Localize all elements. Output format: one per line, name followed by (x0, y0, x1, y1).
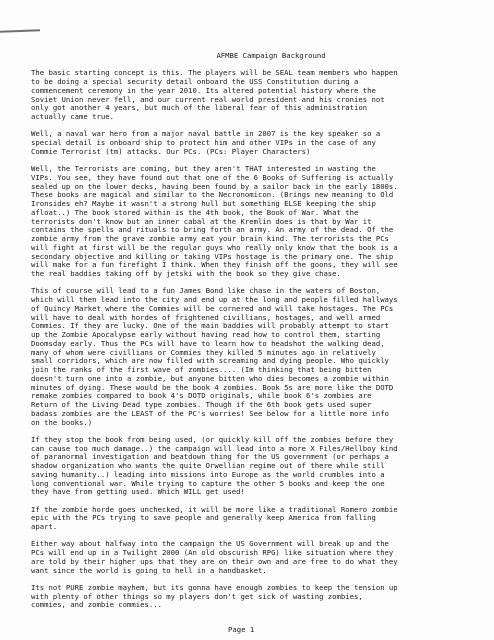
paragraph-terrorists: Well, the Terrorists are coming, but they aren't THAT interested in wasting the VIPs. You see, they have found out that one of the 6 Books of Suffering is actually sealed up on the lower decks, having been found by a sailor back in the early 1800s. These books are magical and similar to the Necronomicon. (Brings new meaning to Old Ironsides eh? Maybe it wasn't a strong hull but something ELSE keeping the ship afloat..) The book stored within is the 4th book, the Book of War. What the terrorists don't know but an inner cabal at the Kremlin does is that by War it contains the spells and rituals to bring forth an army. An army of the dead. Of the zombie army from the grave zombie army eat your brain kind. The terrorists the PCs will fight at first will be the regular guys who really only know that the book is a secondary objective and killing or taking VIPs hostage is the primary one. The ship will make for a fun firefight I think. When they finish off the goons, they will see the real baddies taking off by jetski with the book so they give chase. (31, 164, 398, 278)
paragraph-investigation: If they stop the book from being used, (or quickly kill off the zombies before they can cause too much damage..) the campaign will lead into a more X Files/Hellboy kind of paranormal investigation and beatdown thing for the US government (or perhaps a shadow organization who wants the quite Orwellian regime out of there while still saving humanity..) leading into missions into Europe as the world crumbles into a long conventional war. While trying to capture the other 5 books and keep the one they have from getting used. Which WILL get used! (31, 434, 398, 497)
paragraph-intro: The basic starting concept is this. The players will be SEAL team members who happen to be doing a special security detail onboard the USS Constitution during a commencement ceremony in the year 2010. Its altered potential history where the Soviet Union never fell, and our current real world president and his cronies not only got another 4 years, but much of the liberal fear of this administration actually came true. (31, 68, 398, 121)
paragraph-war-hero: Well, a naval war hero from a major naval battle in 2007 is the key speaker so a special detail is onboard ship to protect him and other VIPs in the case of any Commie Terrorist (tm) attacks. Our PCs. (PCs: Player Characters) (31, 129, 381, 156)
scan-edge-mark (0, 29, 40, 32)
paragraph-mayhem: Its not PURE zombie mayhem, but its gonna have enough zombies to keep the tension up with plenty of other things so my players don't get sick of wasting zombies, commies, and zombie commies... (31, 582, 398, 610)
paragraph-boston-chase: This of course will lead to a fun James Bond like chase in the waters of Boston, which will then lead into the city and end up at the long and people filled hallways of Quincy Market where the Commies will be cornered and will take hostages. The PCs will have to deal with hordes of frightened civillians, hostages, and well armed Commies. If they are lucky. One of the main baddies will probably attempt to start up the Zombie Apocalypse early without having read how to control them, starting Doomsday early. Thus the PCs will have to learn how to headshot the walking dead, many of whom were civillians or Commies they killed 5 minutes ago in relatively small corridors, which are now filled with screaming and dying people. Who quickly join the ranks of the first wave of zombies.... (Im thinking that being bitten doesn't turn one into a zombie, but anyone bitten who dies becomes a zombie within minutes of dying. These would be the book 4 zombies. Book 5s are more like the DOTD remake zombies compared to book 4's DOTD originals, while book 6's zombies are Return of the Living Dead type zombies. Though if the 6th book gets used super badass zombies are the LEAST of the PC's worries! See below for a little more info on the books.) (31, 286, 398, 427)
document-title: AFMBE Campaign Background (216, 51, 326, 60)
paragraph-government-breakup: Either way about halfway into the campaign the US Government will break up and the PCs will end up in a Twilight 2000 (An old obscurish RPG) like situation where they are told by their higher ups that they are on their own and are free to do what they want since the world is going to hell in a handbasket. (31, 539, 398, 575)
page-number: Page 1 (228, 625, 255, 634)
paragraph-zombie-horde: If the zombie horde goes unchecked, it will be more like a traditional Romero zombie epic with the PCs trying to save people and generally keep America from falling apart. (31, 504, 398, 531)
document-body (31, 52, 481, 619)
